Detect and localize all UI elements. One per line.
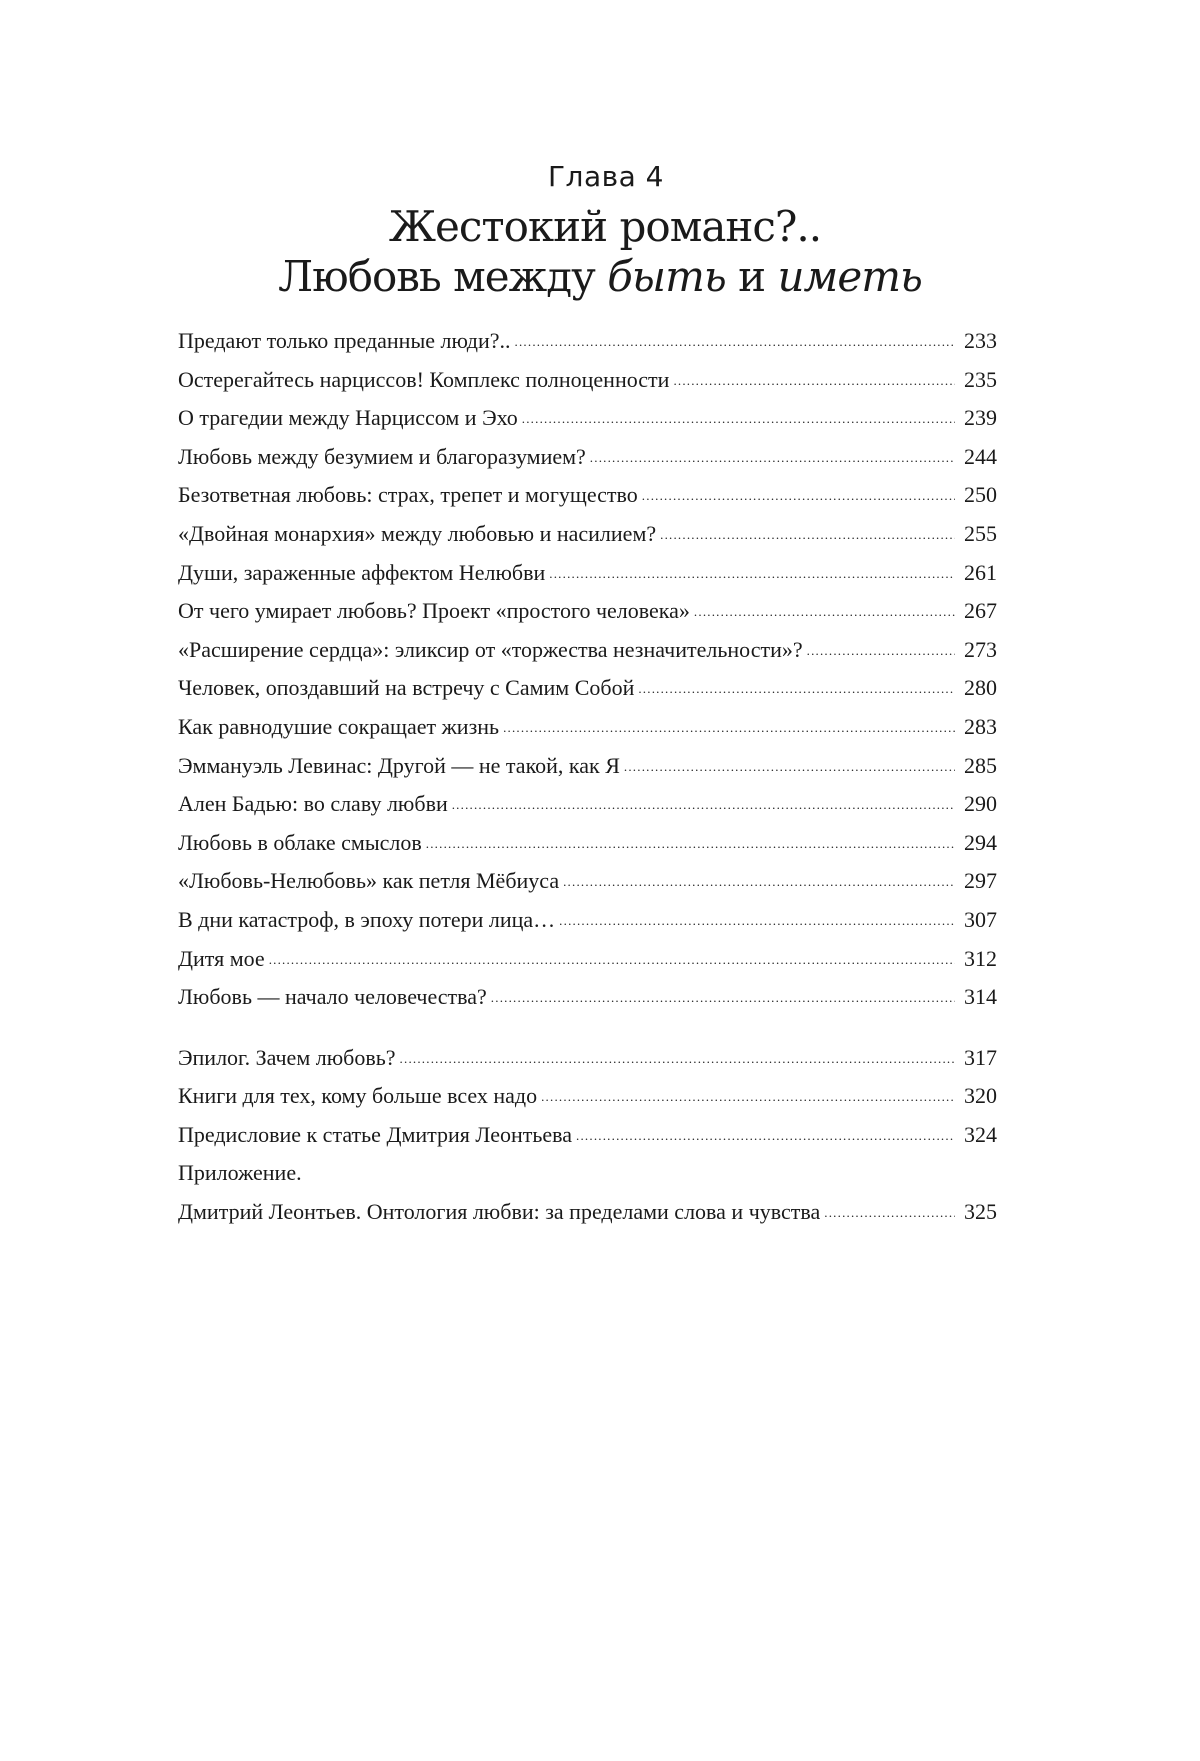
- toc-entry: [178, 322, 997, 361]
- toc-entry-title: Как равнодушие сокращает жизнь: [178, 713, 500, 739]
- toc-entry-title: Любовь — начало человечества?: [178, 984, 487, 1010]
- toc-entry-title: Эпилог. Зачем любовь?: [178, 1044, 396, 1070]
- toc-entry: [178, 399, 997, 438]
- toc-entry-page: 273: [964, 636, 997, 662]
- toc-entry-page: 294: [964, 829, 997, 855]
- toc-entry-page: 283: [964, 713, 997, 739]
- toc-entry-title: «Любовь-Нелюбовь» как петля Мёбиуса: [178, 868, 560, 894]
- toc-entry-title: От чего умирает любовь? Проект «простого человека»: [178, 598, 690, 624]
- toc-entry-page: 250: [964, 482, 997, 508]
- toc-entry: [178, 476, 997, 515]
- toc-entry-page: 235: [964, 366, 997, 392]
- toc-entry-title: «Расширение сердца»: эликсир от «торжества незначительности»?: [178, 636, 803, 662]
- toc-entry-title: Предисловие к статье Дмитрия Леонтьева: [178, 1121, 573, 1147]
- toc-entry-title: Любовь в облаке смыслов: [178, 829, 422, 855]
- toc-back-matter-entry: [178, 1077, 997, 1116]
- toc-entry-page: 297: [964, 868, 997, 894]
- toc-entry-title: Дитя мое: [178, 945, 265, 971]
- toc-leader: [660, 513, 955, 555]
- toc-entry-page: 312: [964, 945, 997, 971]
- toc-entry-title: Любовь между безумием и благоразумием?: [178, 443, 586, 469]
- toc-entry: [178, 747, 997, 786]
- toc-entry: [178, 862, 997, 901]
- toc-entry: [178, 515, 997, 554]
- toc-entry-page: 244: [964, 443, 997, 469]
- toc-back-matter-entry: [178, 1039, 997, 1078]
- toc-entry: [178, 940, 997, 979]
- toc-section-gap: [178, 1017, 997, 1039]
- toc-entry: [178, 669, 997, 708]
- toc-leader: [694, 590, 955, 632]
- toc-entry: [178, 785, 997, 824]
- toc-entry-title: О трагедии между Нарциссом и Эхо: [178, 405, 518, 431]
- chapter-title-line-2: [0, 252, 1200, 302]
- toc-entry-title: Остерегайтесь нарциссов! Комплекс полноценности: [178, 366, 670, 392]
- toc-entry-page: 280: [964, 675, 997, 701]
- toc-entry-page: 239: [964, 405, 997, 431]
- toc-leader: [576, 1114, 955, 1156]
- toc-leader: [642, 474, 955, 516]
- toc-leader: [673, 359, 955, 401]
- table-of-contents: [178, 322, 997, 1232]
- toc-leader: [549, 552, 955, 594]
- toc-entry-page: 325: [964, 1199, 997, 1225]
- toc-leader: [515, 320, 955, 362]
- toc-entry: [178, 631, 997, 670]
- toc-entry-title: Эммануэль Левинас: Другой — не такой, как Я: [178, 752, 620, 778]
- title-emphasis-have: иметь: [777, 252, 922, 301]
- toc-entry: [178, 361, 997, 400]
- toc-leader: [559, 899, 955, 941]
- toc-entry-page: 233: [964, 328, 997, 353]
- toc-entry: [178, 978, 997, 1017]
- toc-entry-title: Безответная любовь: страх, трепет и могущество: [178, 482, 638, 508]
- toc-appendix-label: Приложение.: [178, 1160, 302, 1186]
- toc-leader: [638, 667, 955, 709]
- title-emphasis-be: быть: [607, 252, 726, 301]
- toc-leader: [503, 706, 955, 748]
- toc-leader: [269, 938, 955, 980]
- toc-entry-title: Ален Бадью: во славу любви: [178, 791, 448, 817]
- toc-leader: [452, 783, 955, 825]
- toc-entry-page: 307: [964, 906, 997, 932]
- toc-entry-page: 317: [964, 1044, 997, 1070]
- chapter-label: Глава 4: [547, 160, 664, 193]
- toc-leader: [541, 1075, 955, 1117]
- toc-leader: [624, 745, 955, 787]
- toc-entry-title: Человек, опоздавший на встречу с Самим Собой: [178, 675, 635, 701]
- toc-entry: [178, 592, 997, 631]
- toc-entry-title: Дмитрий Леонтьев. Онтология любви: за пределами слова и чувства: [178, 1199, 821, 1225]
- toc-entry-page: 285: [964, 752, 997, 778]
- toc-leader: [807, 629, 955, 671]
- toc-entry-title: Предают только преданные люди?..: [178, 328, 511, 353]
- toc-entry-title: Книги для тех, кому больше всех надо: [178, 1083, 538, 1109]
- toc-entry: [178, 708, 997, 747]
- toc-entry-page: 314: [964, 984, 997, 1010]
- title-text: Любовь между: [278, 252, 608, 301]
- toc-leader: [563, 860, 955, 902]
- toc-leader: [491, 976, 955, 1018]
- title-text: и: [725, 252, 778, 301]
- chapter-title-line-1: Жестокий романс?..: [388, 202, 822, 251]
- toc-appendix-entry: [178, 1193, 997, 1232]
- toc-entry-page: 267: [964, 598, 997, 624]
- toc-leader: [426, 822, 955, 864]
- toc-leader: [522, 397, 955, 439]
- toc-entry-page: 324: [964, 1121, 997, 1147]
- toc-entry-title: «Двойная монархия» между любовью и насилием?: [178, 520, 657, 546]
- toc-entry-page: 255: [964, 520, 997, 546]
- toc-entry: [178, 824, 997, 863]
- toc-entry: [178, 554, 997, 593]
- toc-leader: [824, 1191, 955, 1233]
- toc-entry-title: Души, зараженные аффектом Нелюбви: [178, 559, 546, 585]
- toc-leader: [400, 1037, 955, 1079]
- toc-entry-page: 261: [964, 559, 997, 585]
- toc-entry-title: В дни катастроф, в эпоху потери лица…: [178, 906, 556, 932]
- toc-entry-page: 320: [964, 1083, 997, 1109]
- toc-entry: [178, 438, 997, 477]
- toc-entry: [178, 901, 997, 940]
- toc-leader: [590, 436, 955, 478]
- toc-entry-page: 290: [964, 791, 997, 817]
- toc-back-matter-entry: [178, 1116, 997, 1155]
